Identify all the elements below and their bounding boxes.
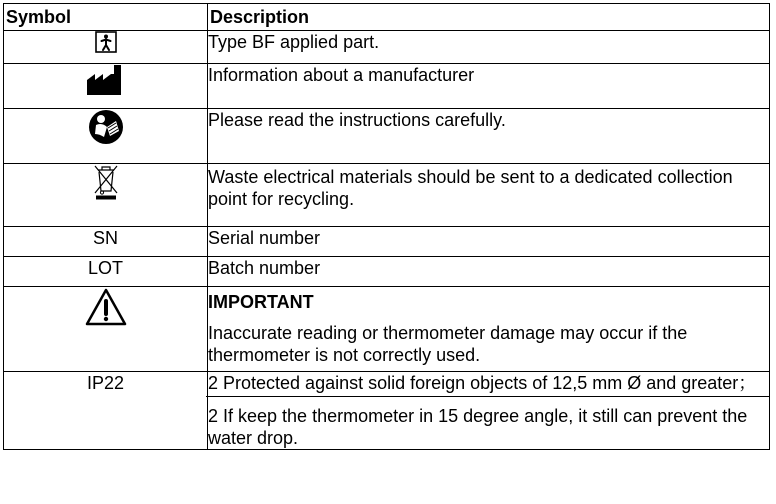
description-cell: Batch number: [208, 257, 770, 287]
warning-triangle-icon: [84, 287, 128, 327]
table-row: [4, 64, 770, 109]
symbol-cell: [4, 109, 208, 164]
symbol-cell: [4, 164, 208, 227]
description-cell: Serial number: [208, 227, 770, 257]
description-cell: [208, 372, 770, 450]
manufacturer-icon: [86, 64, 126, 96]
weee-crossed-bin-icon: [93, 164, 119, 200]
table-row: [4, 257, 770, 287]
symbol-cell: [4, 287, 208, 372]
description-cell: Information about a manufacturer: [208, 64, 770, 109]
symbol-cell: LOT: [4, 257, 208, 287]
table-row: [4, 372, 770, 450]
description-cell: Type BF applied part.: [208, 31, 770, 64]
description-cell: Please read the instructions carefully.: [208, 109, 770, 164]
header-symbol: Symbol: [4, 4, 208, 31]
important-text: Inaccurate reading or thermometer damage may occur if the thermometer is not correctly used.: [208, 323, 688, 365]
description-cell: [208, 287, 770, 372]
table-row: [4, 287, 770, 372]
ip22-text-1: 2 Protected against solid foreign objects of 12,5 mm Ø and greater；: [208, 373, 757, 393]
header-description: Description: [208, 4, 770, 31]
table-row: [4, 31, 770, 64]
symbol-cell: SN: [4, 227, 208, 257]
table-header-row: [4, 4, 770, 31]
symbol-cell: IP22: [4, 372, 208, 450]
ip22-text-2: 2 If keep the thermometer in 15 degree angle, it still can prevent the water drop.: [206, 396, 769, 449]
symbol-table: [3, 3, 770, 450]
symbol-cell: [4, 64, 208, 109]
table-row: [4, 164, 770, 227]
description-cell: Waste electrical materials should be sent to a dedicated collection point for recycling.: [208, 164, 770, 227]
read-instructions-icon: [88, 109, 124, 145]
type-bf-applied-part-icon: [95, 31, 117, 53]
table-row: [4, 227, 770, 257]
symbol-cell: [4, 31, 208, 64]
table-row: [4, 109, 770, 164]
important-title: IMPORTANT: [208, 292, 314, 312]
